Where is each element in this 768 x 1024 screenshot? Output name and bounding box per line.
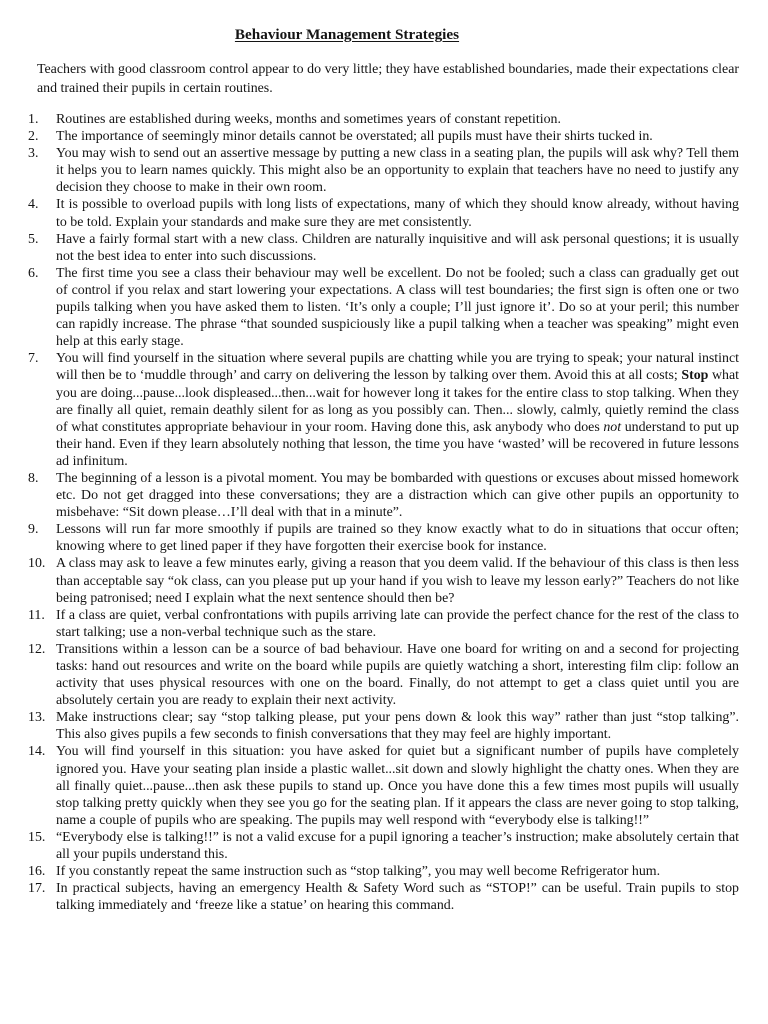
item-text-part: what you are doing...pause...look displeased...then...wait for however long it takes for the entire class to stop talking. When they are finally all quiet, remain deathly silent for as long as you possibly can. Then... slowly, calmly, quietly remind the class of what constitutes appropriate behaviour in your room. Having done this, ask anybody who does [56,368,739,435]
item-text: In practical subjects, having an emergency Health & Safety Word such as “STOP!” can be useful. Train pupils to stop talking immediately and ‘freeze like a statue’ on hearing this command. [56,881,739,914]
list-item [0,829,768,863]
item-number: 16. [28,864,46,880]
list-item [0,196,768,230]
list-item [0,607,768,641]
list-item [0,128,768,145]
item-number: 6. [28,265,39,281]
item-number: 13. [28,710,46,726]
document-title: Behaviour Management Strategies [234,26,460,43]
item-text: The beginning of a lesson is a pivotal moment. You may be bombarded with questions or excuses about missed homework etc. Do not get dragged into these conversations; they are a distraction which can give other pupils an opportunity to misbehave: “Sit down please…I’ll deal with that in a minute”. [56,470,739,521]
list-item [0,641,768,709]
strategy-list [0,111,768,914]
list-item [0,470,768,521]
stop-emphasis: Stop [681,368,709,384]
item-number: 2. [28,129,39,145]
item-number: 12. [28,641,46,657]
item-text: The importance of seemingly minor details cannot be overstated; all pupils must have their shirts tucked in. [56,129,653,145]
item-text: Routines are established during weeks, months and sometimes years of constant repetition. [56,112,561,127]
item-text: Have a fairly formal start with a new class. Children are naturally inquisitive and will ask personal questions; it is usually not the best idea to enter into such discussions. [56,231,739,264]
item-number: 11. [28,607,45,623]
list-item [0,111,768,128]
item-number: 15. [28,829,46,845]
item-number: 8. [28,470,39,486]
item-text: A class may ask to leave a few minutes early, giving a reason that you deem valid. If the behaviour of this class is then less than acceptable say “ok class, can you please put up your hand if you wish to leave my lesson early?” Teachers do not like being patronised; need I explain what the next sentence should then be? [56,556,739,606]
list-item [0,521,768,555]
item-text-part: understand to put up their hand. Even if they learn absolutely nothing that lesson, the time you have ‘wasted’ will be recovered in future lessons ad infinitum. [56,419,739,469]
item-text: You will find yourself in this situation: you have asked for quiet but a significant number of pupils have completely ignored you. Have your seating plan inside a plastic wallet...sit down and slowly highlight the chatty ones. When they are all finally quiet...pause...then ask these pupils to stand up. Once you have done this a few times most pupils will usually stop talking pretty quickly when they see you go for the seating plan. If it appears the class are never going to stop talking, name a couple of pupils who are speaking. The pupils may well respond with “everybody else is talking!!” [56,744,739,828]
item-text [56,350,739,470]
item-text: If you constantly repeat the same instruction such as “stop talking”, you may well become Refrigerator hum. [56,864,661,880]
item-number: 3. [28,146,39,162]
list-item [0,743,768,828]
item-text: You may wish to send out an assertive message by putting a new class in a seating plan, the pupils will ask why? Tell them it helps you to learn names quickly. This might also be an opportunity to explain that teachers have no need to justify any decision they choose to make in their own room. [56,146,739,196]
item-number: 1. [28,112,39,127]
item-number: 5. [28,231,39,247]
list-item [0,709,768,743]
intro-paragraph: Teachers with good classroom control appear to do very little; they have established boundaries, made their expectations clear and trained their pupils in certain routines. [37,62,739,96]
item-text: Lessons will run far more smoothly if pupils are trained so they know exactly what to do in situations that occur often; knowing where to get lined paper if they have forgotten their exercise book for instance. [56,522,739,555]
list-item [0,231,768,265]
list-item [0,880,768,914]
item-number: 14. [28,744,46,760]
item-text: “Everybody else is talking!!” is not a valid excuse for a pupil ignoring a teacher’s instruction; make absolutely certain that all your pupils understand this. [56,829,739,863]
item-number: 9. [28,522,39,538]
list-item [0,265,768,350]
item-text: Transitions within a lesson can be a source of bad behaviour. Have one board for writing on and a second for projecting tasks: hand out resources and write on the board while pupils are quietly watching a short, interesting film clip: follow an activity that uses physical resources with one on the board. Finally, do not attempt to get a class quiet until you are absolutely certain you are ready to explain their next activity. [56,641,739,709]
item-text: Make instructions clear; say “stop talking please, put your pens down & look this way” rather than just “stop talking”. This also gives pupils a few seconds to finish conversations that they may feel are highly important. [56,710,739,743]
item-text: It is possible to overload pupils with long lists of expectations, many of which they should know already, without having to be told. Explain your standards and make sure they are met consistently. [56,197,739,230]
item-number: 17. [28,881,46,897]
item-number: 10. [28,556,46,572]
list-item [0,863,768,880]
item-text-part: You will find yourself in the situation where several pupils are chatting while you are trying to speak; your natural instinct will then be to ‘muddle through’ and carry on delivering the lesson by talking over them. Avoid this at all costs; [56,351,739,384]
item-number: 7. [28,351,39,367]
item-number: 4. [28,197,39,213]
list-item [0,145,768,196]
not-emphasis: not [603,419,622,435]
item-text: If a class are quiet, verbal confrontations with pupils arriving late can provide the perfect chance for the rest of the class to start talking; use a non-verbal technique such as the stare. [56,607,739,640]
list-item [0,555,768,606]
list-item [0,350,768,470]
item-text: The first time you see a class their behaviour may well be excellent. Do not be fooled; such a class can gradually get out of control if you relax and start lowering your expectations. A class will test boundaries; the first sign is often one or two pupils talking when you have asked them to listen. ‘It’s only a couple; I’ll just ignore it’. Do so at your peril; this number can rapidly increase. The phrase “that sounded suspiciously like a pupil talking when a teacher was speaking” might even help at this early stage. [56,265,739,350]
